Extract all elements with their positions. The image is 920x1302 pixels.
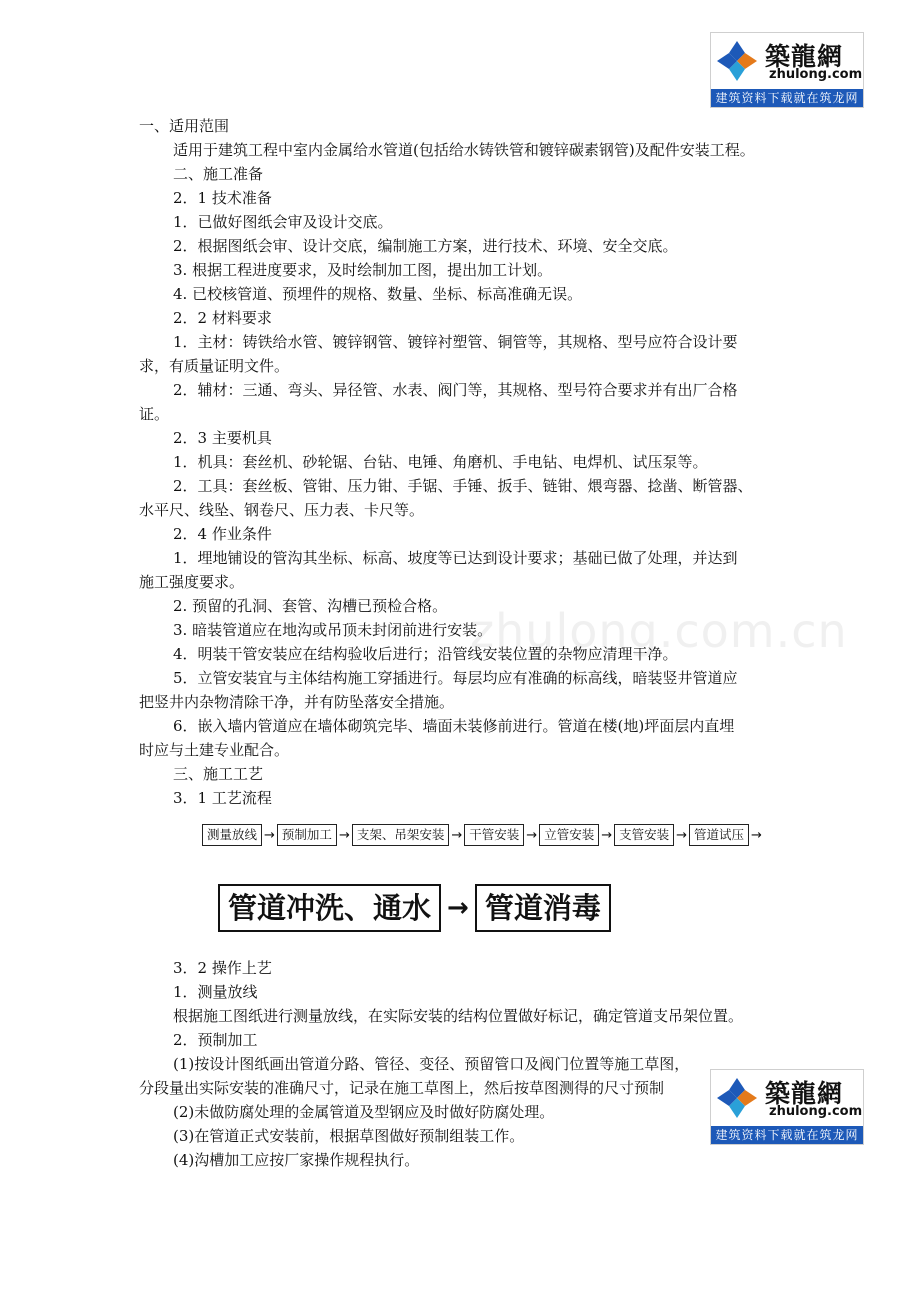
paragraph-line: 1．埋地铺设的管沟其坐标、标高、坡度等已达到设计要求；基础已做了处理，并达到 [173,549,738,567]
logo-bottom [710,1069,864,1145]
paragraph-line: 2. 预留的孔洞、套管、沟槽已预检合格。 [173,597,448,615]
arrow-icon: → [264,827,275,843]
flow-step: 管道冲洗、通水 [218,884,441,932]
arrow-icon: → [676,827,688,843]
paragraph-line: 4．明装干管安装应在结构验收后进行；沿管线安装位置的杂物应清理干净。 [173,645,678,663]
paragraph-line: (2)未做防腐处理的金属管道及型钢应及时做好防腐处理。 [173,1103,555,1121]
paragraph-line: 2．预制加工 [173,1031,258,1049]
flow-step: 预制加工 [277,824,337,846]
paragraph-line: 1．测量放线 [173,983,258,1001]
paragraph-line: 4. 已校核管道、预埋件的规格、数量、坐标、标高准确无误。 [173,285,583,303]
paragraph-line: 证。 [139,405,170,423]
subsection-heading: 2．2 材料要求 [173,309,272,327]
logo-slogan: 建筑资料下载就在筑龙网 [711,89,863,107]
process-flow-row-2 [218,884,611,932]
paragraph-line: 3. 暗装管道应在地沟或吊顶未封闭前进行安装。 [173,621,493,639]
arrow-icon: → [338,827,350,843]
flow-step: 管道消毒 [475,884,611,932]
logo-cn-text: 築龍網 [765,42,844,71]
section-heading: 二、施工准备 [173,165,264,183]
logo-top [710,32,864,108]
logo-en-text: zhulong.com [769,67,863,82]
paragraph-line: 根据施工图纸进行测量放线，在实际安装的结构位置做好标记，确定管道支吊架位置。 [173,1007,744,1025]
zhulong-logo-icon [715,39,759,83]
section-heading: 三、施工工艺 [173,765,264,783]
flow-step: 支管安装 [614,824,674,846]
paragraph-line: 水平尺、线坠、钢卷尺、压力表、卡尺等。 [139,501,425,519]
paragraph-line: 3. 根据工程进度要求，及时绘制加工图，提出加工计划。 [173,261,553,279]
paragraph-line: 施工强度要求。 [139,573,245,591]
paragraph-line: 6．嵌入墙内管道应在墙体砌筑完毕、墙面未装修前进行。管道在楼(地)坪面层内直埋 [173,717,735,735]
arrow-icon: → [526,827,538,843]
process-flow-row-1 [202,822,764,848]
flow-step: 立管安装 [539,824,599,846]
subsection-heading: 2．1 技术准备 [173,189,272,207]
paragraph-line: 1．已做好图纸会审及设计交底。 [173,213,393,231]
flow-step: 管道试压 [689,824,749,846]
paragraph-line: 把竖井内杂物清除干净，并有防坠落安全措施。 [139,693,455,711]
arrow-icon: → [751,827,762,843]
paragraph-line: 求，有质量证明文件。 [139,357,290,375]
subsection-heading: 3．1 工艺流程 [173,789,272,807]
paragraph-line: (4)沟槽加工应按厂家操作规程执行。 [173,1151,420,1169]
subsection-heading: 2．3 主要机具 [173,429,272,447]
paragraph-line: 分段量出实际安装的准确尺寸，记录在施工草图上，然后按草图测得的尺寸预制 [139,1079,665,1097]
flow-step: 干管安装 [464,824,524,846]
logo-cn-text: 築龍網 [765,1079,844,1108]
subsection-heading: 3．2 操作上艺 [173,959,272,977]
flow-step: 支架、吊架安装 [352,824,450,846]
paragraph-line: 时应与土建专业配合。 [139,741,290,759]
paragraph-line: 2．辅材：三通、弯头、异径管、水表、阀门等，其规格、型号符合要求并有出厂合格 [173,381,738,399]
paragraph-line: 1．机具：套丝机、砂轮锯、台钻、电锤、角磨机、手电钻、电焊机、试压泵等。 [173,453,708,471]
paragraph-line: 2．工具：套丝板、管钳、压力钳、手锯、手锤、扳手、链钳、煨弯器、捻凿、断管器、 [173,477,753,495]
paragraph-line: (1)按设计图纸画出管道分路、管径、变径、预留管口及阀门位置等施工草图， [173,1055,690,1073]
arrow-icon: → [601,827,613,843]
paragraph-line: 适用于建筑工程中室内金属给水管道(包括给水铸铁管和镀锌碳素钢管)及配件安装工程。 [173,141,755,159]
zhulong-logo-icon [715,1076,759,1120]
arrow-icon: → [451,827,463,843]
section-heading: 一、适用范围 [139,117,230,135]
flow-step: 测量放线 [202,824,262,846]
logo-en-text: zhulong.com [769,1104,863,1119]
subsection-heading: 2．4 作业条件 [173,525,272,543]
paragraph-line: (3)在管道正式安装前，根据草图做好预制组装工作。 [173,1127,525,1145]
logo-slogan: 建筑资料下载就在筑龙网 [711,1126,863,1144]
watermark: zhulong.com.cn [470,604,848,658]
paragraph-line: 1．主材：铸铁给水管、镀锌钢管、镀锌衬塑管、铜管等，其规格、型号应符合设计要 [173,333,738,351]
arrow-icon: → [447,893,469,923]
paragraph-line: 2．根据图纸会审、设计交底，编制施工方案，进行技术、环境、安全交底。 [173,237,678,255]
paragraph-line: 5．立管安装宜与主体结构施工穿插进行。每层均应有准确的标高线，暗装竖井管道应 [173,669,738,687]
